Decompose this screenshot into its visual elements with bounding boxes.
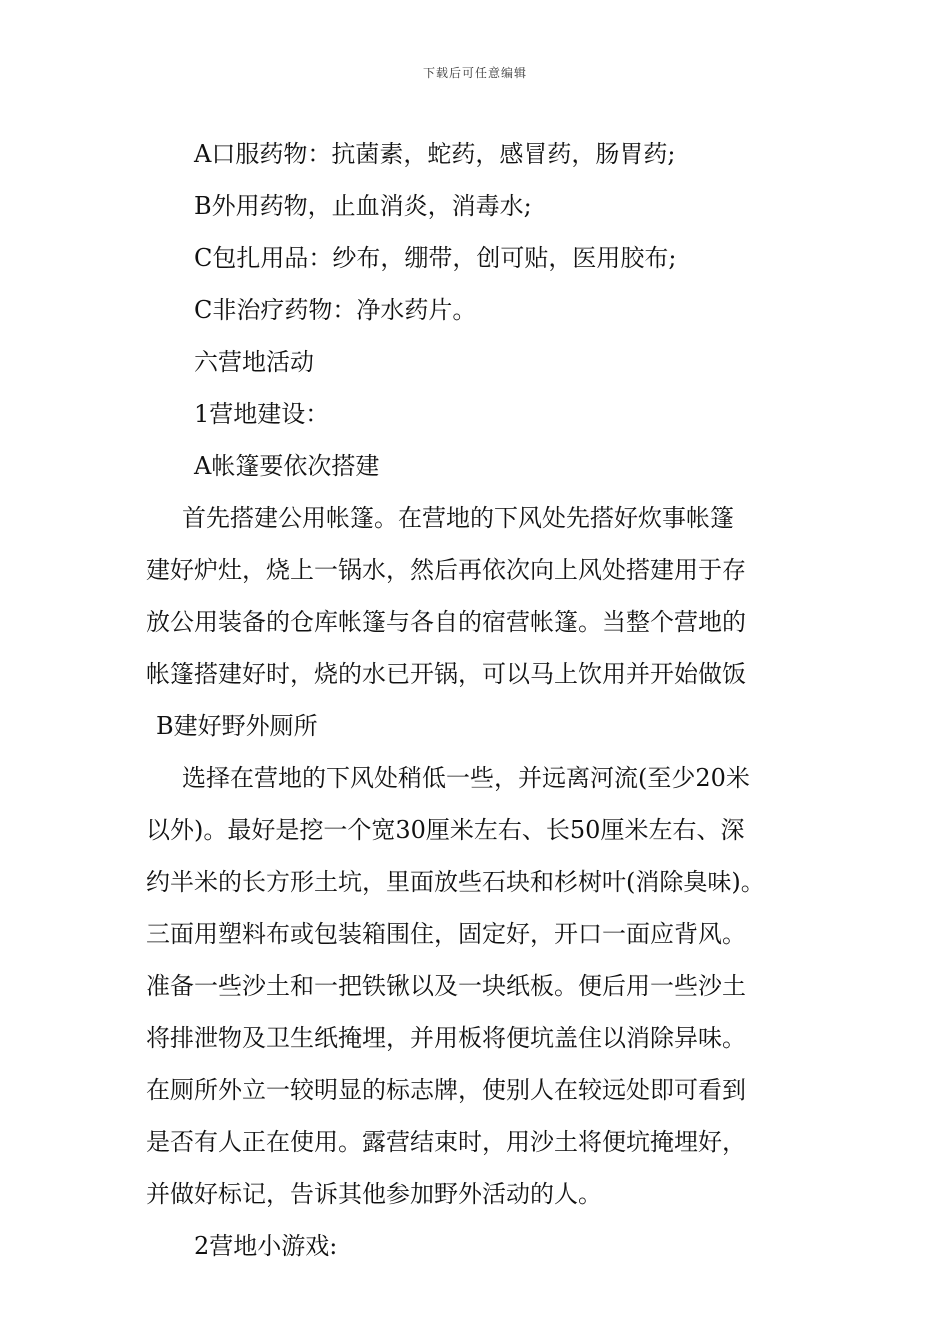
paragraph-line: 在厕所外立一较明显的标志牌，使别人在较远处即可看到 xyxy=(146,1076,746,1104)
page-header: 下载后可任意编辑 xyxy=(422,66,527,80)
paragraph-line: 是否有人正在使用。露营结束时，用沙土将便坑掩埋好， xyxy=(146,1128,746,1156)
section-heading: 六营地活动 xyxy=(194,348,314,376)
paragraph-line: 约半米的长方形土坑，里面放些石块和杉树叶(消除臭味)。 xyxy=(146,868,765,896)
item-heading-b: B建好野外厕所 xyxy=(156,712,318,740)
item-heading-a: A帐篷要依次搭建 xyxy=(194,452,380,480)
paragraph-line: 放公用装备的仓库帐篷与各自的宿营帐篷。当整个营地的 xyxy=(146,608,746,636)
subsection-heading: 1营地建设： xyxy=(194,400,330,428)
paragraph-line: 帐篷搭建好时，烧的水已开锅，可以马上饮用并开始做饭 xyxy=(146,660,746,688)
paragraph-line: 以外)。最好是挖一个宽30厘米左右、长50厘米左右、深 xyxy=(146,816,745,844)
document-body xyxy=(146,128,816,1272)
paragraph-line: 选择在营地的下风处稍低一些，并远离河流(至少20米 xyxy=(182,764,750,792)
line-2: B外用药物，止血消炎，消毒水; xyxy=(194,192,532,220)
paragraph-line: 将排泄物及卫生纸掩埋，并用板将便坑盖住以消除异味。 xyxy=(146,1024,746,1052)
paragraph-line: 三面用塑料布或包装箱围住，固定好，开口一面应背风。 xyxy=(146,920,746,948)
subsection-heading-2: 2营地小游戏: xyxy=(194,1232,338,1260)
paragraph-line: 准备一些沙土和一把铁锹以及一块纸板。便后用一些沙土 xyxy=(146,972,746,1000)
paragraph-line: 建好炉灶，烧上一锅水，然后再依次向上风处搭建用于存 xyxy=(146,556,746,584)
line-4: C非治疗药物：净水药片。 xyxy=(194,296,477,324)
line-1: A口服药物：抗菌素，蛇药，感冒药，肠胃药; xyxy=(194,140,676,168)
paragraph-line: 并做好标记，告诉其他参加野外活动的人。 xyxy=(146,1180,602,1208)
paragraph-line: 首先搭建公用帐篷。在营地的下风处先搭好炊事帐篷 xyxy=(182,504,734,532)
line-3: C包扎用品：纱布，绷带，创可贴，医用胶布; xyxy=(194,244,677,272)
